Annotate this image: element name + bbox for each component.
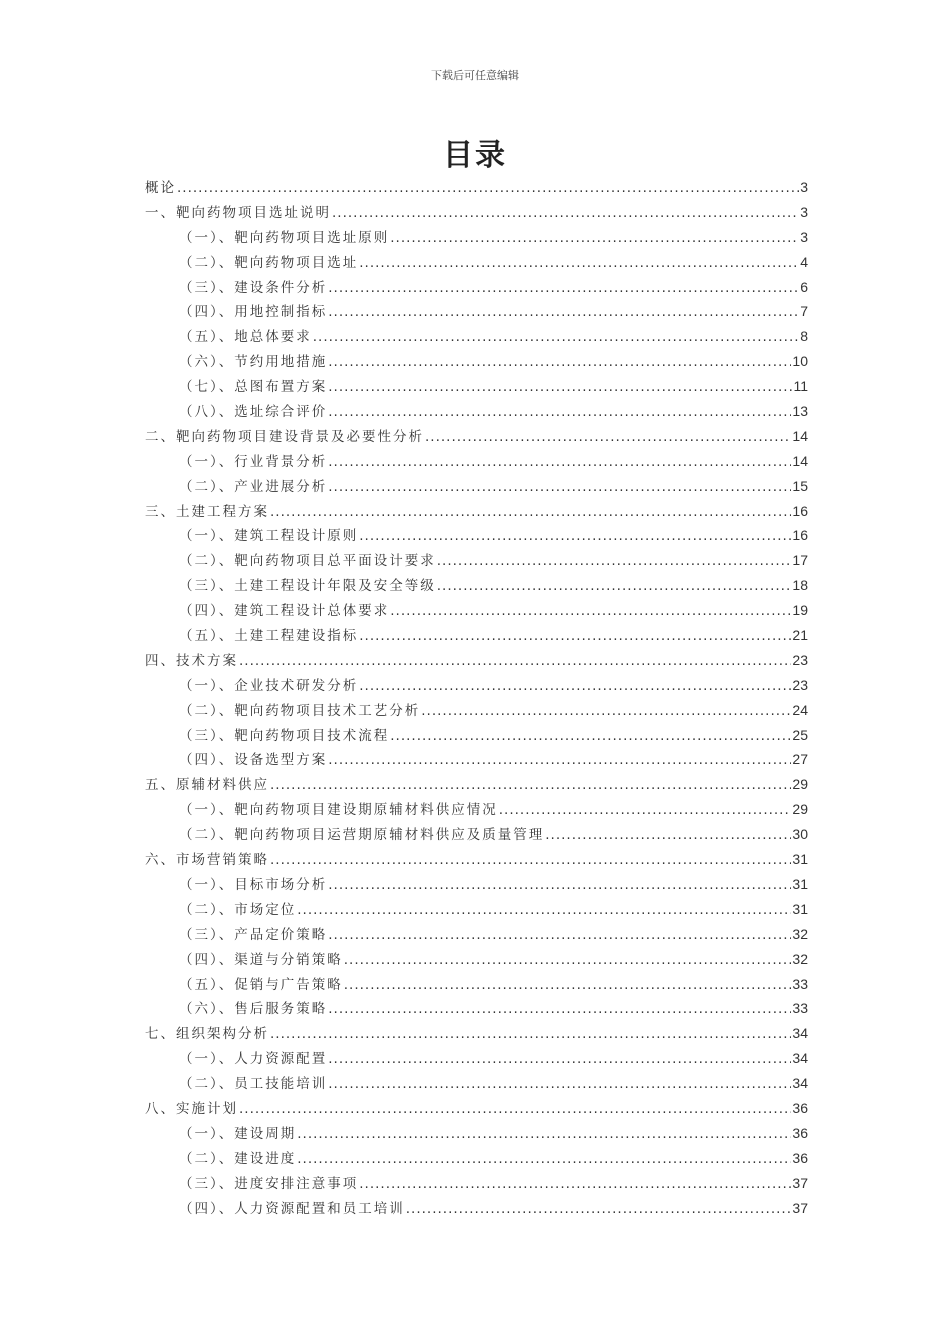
toc-entry-label: 七、组织架构分析 [145, 1026, 269, 1043]
toc-entry-label: （一）、人力资源配置 [179, 1051, 328, 1068]
dot-leader [421, 699, 791, 724]
dot-leader [437, 549, 792, 574]
toc-entry-label: （三）、靶向药物项目技术流程 [179, 727, 390, 744]
toc-entry-label: （一）、目标市场分析 [179, 876, 328, 893]
toc-entry-page-number: 37 [792, 1174, 808, 1191]
dot-leader [270, 500, 791, 525]
toc-entry[interactable] [145, 1046, 808, 1071]
dot-leader [297, 1147, 791, 1172]
header-note: 下载后可任意编辑 [431, 69, 519, 82]
toc-entry-label: 三、土建工程方案 [145, 503, 269, 520]
toc-entry-label: （一）、靶向药物项目选址原则 [179, 229, 390, 246]
toc-entry[interactable] [145, 698, 808, 723]
toc-entry-page-number: 33 [792, 1000, 808, 1017]
toc-entry[interactable] [145, 723, 808, 748]
toc-entry-page-number: 10 [792, 353, 808, 370]
toc-entry-label: （四）、设备选型方案 [179, 752, 328, 769]
toc-entry-page-number: 13 [792, 403, 808, 420]
toc-entry-label: （六）、售后服务策略 [179, 1001, 328, 1018]
toc-entry[interactable] [145, 573, 808, 598]
toc-entry-label: （三）、进度安排注意事项 [179, 1175, 359, 1192]
dot-leader [390, 226, 799, 251]
toc-entry[interactable] [145, 847, 808, 872]
toc-entry-page-number: 32 [792, 950, 808, 967]
toc-entry-label: 八、实施计划 [145, 1100, 238, 1117]
toc-entry-label: （四）、用地控制指标 [179, 304, 328, 321]
toc-entry-page-number: 6 [800, 278, 808, 295]
dot-leader [328, 350, 791, 375]
dot-leader [297, 898, 791, 923]
toc-entry-label: （二）、建设进度 [179, 1150, 297, 1167]
toc-entry[interactable] [145, 922, 808, 947]
toc-entry-label: （二）、员工技能培训 [179, 1076, 328, 1093]
toc-entry-page-number: 24 [792, 701, 808, 718]
toc-entry[interactable] [145, 1121, 808, 1146]
toc-entry-page-number: 11 [793, 378, 808, 395]
toc-entry[interactable] [145, 523, 808, 548]
dot-leader [328, 450, 791, 475]
dot-leader [328, 400, 791, 425]
dot-leader [328, 300, 799, 325]
toc-entry[interactable] [145, 822, 808, 847]
toc-entry[interactable] [145, 225, 808, 250]
dot-leader [328, 997, 791, 1022]
toc-entry-page-number: 16 [792, 527, 808, 544]
toc-entry[interactable] [145, 449, 808, 474]
toc-entry-label: （三）、产品定价策略 [179, 926, 328, 943]
toc-entry-page-number: 31 [792, 900, 808, 917]
toc-entry[interactable] [145, 1096, 808, 1121]
dot-leader [297, 1122, 791, 1147]
toc-entry-label: （二）、市场定位 [179, 901, 297, 918]
toc-entry-label: （七）、总图布置方案 [179, 379, 328, 396]
toc-entry-label: （四）、建筑工程设计总体要求 [179, 603, 390, 620]
dot-leader [270, 1022, 791, 1047]
toc-entry[interactable] [145, 424, 808, 449]
dot-leader [328, 923, 791, 948]
toc-entry-page-number: 3 [800, 179, 808, 195]
toc-entry-page-number: 36 [792, 1149, 808, 1166]
toc-entry[interactable] [145, 1196, 808, 1221]
toc-entry-page-number: 14 [792, 452, 808, 469]
toc-entry-page-number: 27 [792, 751, 808, 768]
toc-entry[interactable] [145, 1071, 808, 1096]
toc-entry-label: 五、原辅材料供应 [145, 777, 269, 794]
dot-leader [328, 1072, 791, 1097]
toc-entry-page-number: 7 [800, 303, 808, 320]
toc-entry[interactable] [145, 673, 808, 698]
toc-entry-page-number: 36 [792, 1124, 808, 1141]
toc-entry-label: 六、市场营销策略 [145, 852, 269, 869]
toc-entry-label: （一）、靶向药物项目建设期原辅材料供应情况 [179, 802, 498, 819]
dot-leader [390, 724, 791, 749]
toc-entry-label: （二）、靶向药物项目运营期原辅材料供应及质量管理 [179, 827, 545, 844]
toc-entry[interactable] [145, 1021, 808, 1046]
toc-entry[interactable] [145, 947, 808, 972]
toc-entry-label: （一）、行业背景分析 [179, 453, 328, 470]
dot-leader [425, 425, 791, 450]
toc-entry-page-number: 18 [792, 577, 808, 594]
toc-entry-page-number: 34 [792, 1025, 808, 1042]
toc-entry-page-number: 31 [792, 851, 808, 868]
toc-entry[interactable] [145, 623, 808, 648]
dot-leader [359, 251, 799, 276]
toc-entry[interactable] [145, 499, 808, 524]
dot-leader [328, 475, 791, 500]
toc-entry[interactable] [145, 897, 808, 922]
dot-leader [328, 748, 791, 773]
toc-entry-label: （二）、靶向药物项目技术工艺分析 [179, 702, 421, 719]
toc-entry-page-number: 29 [792, 776, 808, 793]
toc-entry[interactable] [145, 648, 808, 673]
toc-entry-page-number: 32 [792, 925, 808, 942]
toc-entry[interactable] [145, 747, 808, 772]
toc-entry-label: （三）、土建工程设计年限及安全等级 [179, 578, 436, 595]
toc-entry-label: （八）、选址综合评价 [179, 404, 328, 421]
toc-entry-page-number: 14 [792, 427, 808, 444]
toc-entry-label: （四）、人力资源配置和员工培训 [179, 1200, 405, 1217]
toc-entry-label: （六）、节约用地措施 [179, 354, 328, 371]
dot-leader [239, 1097, 791, 1122]
toc-entry-page-number: 3 [800, 228, 808, 245]
toc-entry-page-number: 33 [792, 975, 808, 992]
toc-entry-page-number: 21 [792, 627, 808, 644]
toc-entry-label: 二、靶向药物项目建设背景及必要性分析 [145, 428, 424, 445]
toc-entry[interactable] [145, 374, 808, 399]
toc-entry-label: （五）、促销与广告策略 [179, 976, 343, 993]
toc-entry[interactable] [145, 474, 808, 499]
toc-entry-page-number: 34 [792, 1050, 808, 1067]
toc-entry-page-number: 30 [792, 826, 808, 843]
dot-leader [239, 649, 791, 674]
dot-leader [328, 375, 792, 400]
dot-leader [437, 574, 792, 599]
toc-entry-page-number: 4 [800, 253, 808, 270]
toc-entry-page-number: 19 [792, 602, 808, 619]
toc-entry[interactable] [145, 797, 808, 822]
toc-entry-page-number: 34 [792, 1075, 808, 1092]
toc-entry-label: 四、技术方案 [145, 652, 238, 669]
dot-leader [499, 798, 792, 823]
toc-entry-page-number: 17 [792, 552, 808, 569]
table-of-contents [145, 175, 808, 1220]
toc-title: 目录 [443, 138, 507, 173]
toc-entry[interactable] [145, 1171, 808, 1196]
toc-entry-label: 一、靶向药物项目选址说明 [145, 204, 331, 221]
dot-leader [328, 1047, 791, 1072]
toc-entry-page-number: 36 [792, 1099, 808, 1116]
toc-entry[interactable] [145, 972, 808, 997]
dot-leader [390, 599, 791, 624]
toc-entry[interactable] [145, 275, 808, 300]
dot-leader [359, 624, 791, 649]
toc-entry[interactable] [145, 772, 808, 797]
toc-entry-page-number: 23 [792, 676, 808, 693]
dot-leader [344, 973, 792, 998]
dot-leader [332, 201, 799, 226]
toc-entry[interactable] [145, 548, 808, 573]
toc-entry-label: 概论 [145, 180, 176, 196]
toc-entry-label: （五）、地总体要求 [179, 329, 312, 346]
toc-entry-page-number: 37 [792, 1199, 808, 1216]
toc-entry-label: （二）、靶向药物项目总平面设计要求 [179, 553, 436, 570]
dot-leader [359, 674, 791, 699]
dot-leader [270, 848, 791, 873]
toc-entry[interactable] [145, 996, 808, 1021]
toc-entry[interactable] [145, 399, 808, 424]
dot-leader [313, 325, 799, 350]
toc-entry-label: （一）、建设周期 [179, 1125, 297, 1142]
toc-entry[interactable] [145, 200, 808, 225]
toc-entry-page-number: 23 [792, 651, 808, 668]
toc-entry[interactable] [145, 324, 808, 349]
dot-leader [344, 948, 792, 973]
toc-entry-page-number: 25 [792, 726, 808, 743]
dot-leader [359, 524, 791, 549]
dot-leader [406, 1197, 792, 1222]
toc-entry[interactable] [145, 872, 808, 897]
toc-entry-label: （四）、渠道与分销策略 [179, 951, 343, 968]
toc-entry-label: （二）、靶向药物项目选址 [179, 254, 359, 271]
toc-entry-page-number: 8 [800, 328, 808, 345]
toc-entry-label: （三）、建设条件分析 [179, 279, 328, 296]
toc-entry-page-number: 29 [792, 801, 808, 818]
toc-entry[interactable] [145, 598, 808, 623]
toc-entry-page-number: 16 [792, 502, 808, 519]
toc-entry[interactable] [145, 349, 808, 374]
toc-entry-label: （一）、建筑工程设计原则 [179, 528, 359, 545]
dot-leader [359, 1172, 791, 1197]
toc-entry[interactable] [145, 299, 808, 324]
toc-entry-label: （一）、企业技术研发分析 [179, 677, 359, 694]
dot-leader [328, 873, 791, 898]
toc-entry-label: （二）、产业进展分析 [179, 478, 328, 495]
toc-entry[interactable] [145, 175, 808, 200]
dot-leader [177, 176, 799, 201]
toc-entry-page-number: 3 [800, 203, 808, 220]
toc-entry[interactable] [145, 250, 808, 275]
toc-entry-page-number: 31 [792, 875, 808, 892]
dot-leader [270, 773, 791, 798]
dot-leader [545, 823, 791, 848]
toc-entry[interactable] [145, 1146, 808, 1171]
toc-entry-label: （五）、土建工程建设指标 [179, 628, 359, 645]
dot-leader [328, 276, 799, 301]
toc-entry-page-number: 15 [792, 477, 808, 494]
